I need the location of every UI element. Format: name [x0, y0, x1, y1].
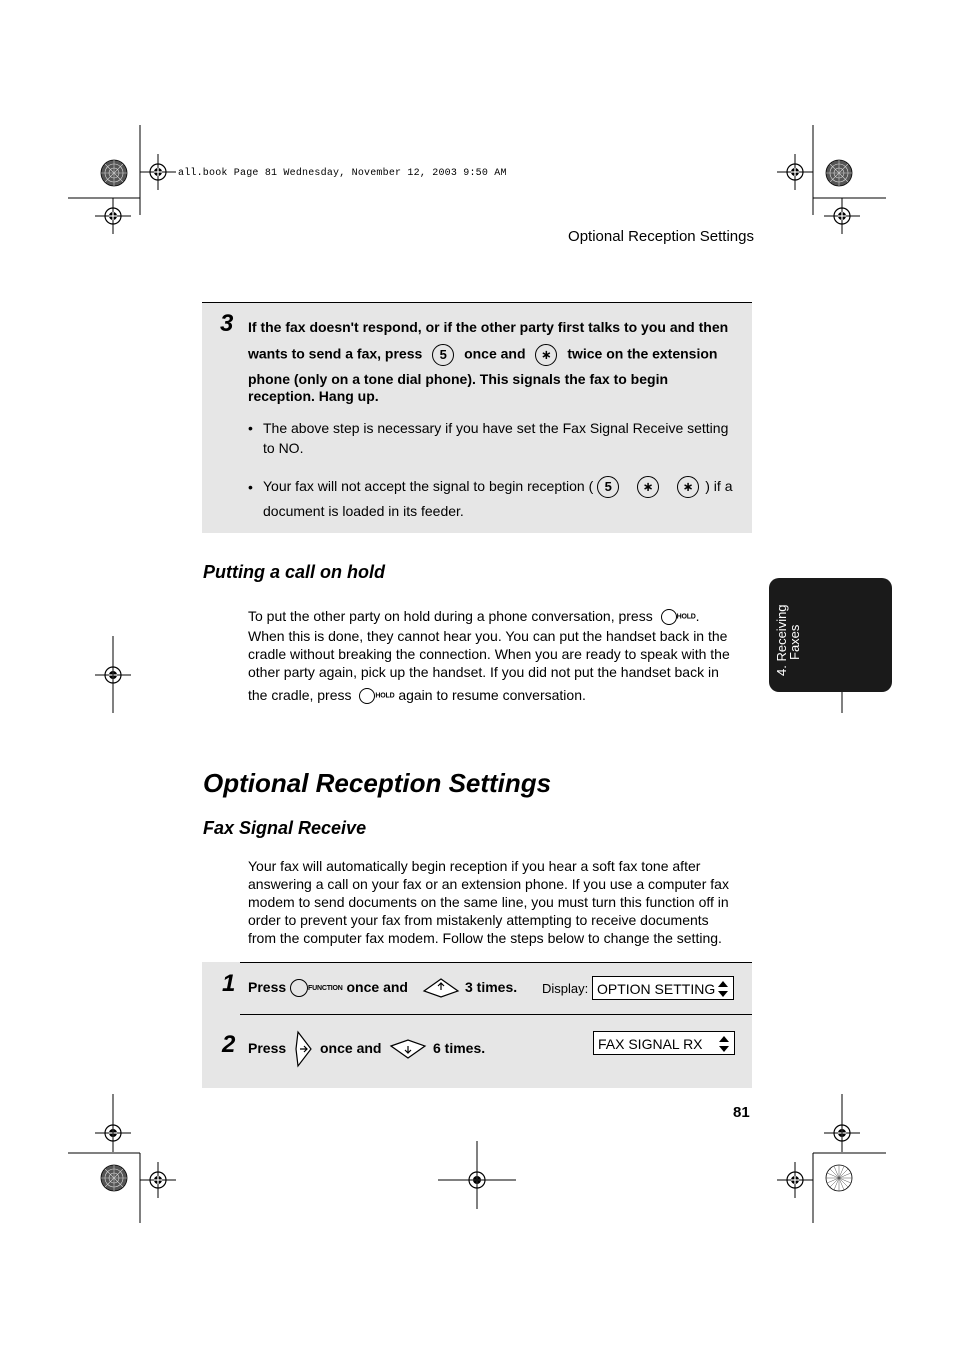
- step-2-times: 6 times.: [433, 1040, 486, 1056]
- lcd-display-text: FAX SIGNAL RX: [598, 1036, 703, 1052]
- display-label: Display:: [542, 981, 589, 996]
- step-1-text: Press: [248, 979, 287, 995]
- hold-text: .: [695, 608, 700, 624]
- chapter-tab-line-1: 4. Receiving: [774, 604, 789, 676]
- lcd-display: [592, 976, 734, 1000]
- hold-text: To put the other party on hold during a phone conversation, press: [248, 608, 653, 624]
- step-3-text: once and: [464, 345, 526, 362]
- hold-para-line-5: [248, 686, 586, 705]
- step-3-line-1: If the fax doesn't respond, or if the other party first talks to you and then: [248, 319, 729, 335]
- bullet-dot: •: [248, 479, 253, 495]
- fax-signal-para: [248, 857, 729, 947]
- hold-text: the cradle, press: [248, 687, 352, 703]
- chapter-tab-label: [775, 604, 801, 676]
- step-3-text: wants to send a fax, press: [248, 345, 423, 362]
- star-key-icon: ∗: [535, 344, 557, 366]
- step-3-line-2: [248, 344, 717, 366]
- section-heading-fax-signal: Fax Signal Receive: [203, 818, 367, 838]
- para-line: modem to send documents on the same line, you must turn this function off in: [248, 894, 729, 910]
- bullet-2: [263, 476, 732, 498]
- step-3-line-4: reception. Hang up.: [248, 388, 379, 404]
- bullet-2-text: Your fax will not accept the signal to begin reception (: [263, 478, 594, 494]
- hold-para-line-4: other party again, pick up the handset. If you did not put the handset back in: [248, 664, 719, 680]
- key-5-icon: 5: [432, 344, 454, 366]
- hold-button-icon: [359, 688, 375, 704]
- hold-para-line-1: [248, 607, 700, 626]
- hold-button-icon: [661, 609, 677, 625]
- step-2-press: Press: [248, 1040, 287, 1056]
- star-key-icon: ∗: [677, 476, 699, 498]
- step-2-once-and: once and: [320, 1040, 382, 1056]
- bullet-1: The above step is necessary if you have set the Fax Signal Receive setting to NO.: [263, 420, 729, 456]
- function-button-icon: [290, 979, 308, 997]
- para-line: from the computer fax modem. Follow the steps below to change the setting.: [248, 930, 722, 946]
- para-line: Your fax will automatically begin reception if you hear a soft fax tone after: [248, 858, 701, 874]
- para-line: order to prevent your fax from mistakenly attempting to receive documents: [248, 912, 709, 928]
- step-number: 3: [220, 310, 234, 337]
- chapter-tab-line-2: Faxes: [787, 624, 802, 660]
- para-line: answering a call on your fax or an extension phone. If you use a computer fax: [248, 876, 729, 892]
- lcd-display: [593, 1031, 735, 1055]
- step-number: 2: [222, 1031, 236, 1058]
- step-1-times: 3 times.: [465, 979, 518, 995]
- hold-key-label: HOLD: [375, 692, 395, 700]
- hold-para-line-2: When this is done, they cannot hear you. You can put the handset back in the: [248, 628, 728, 644]
- page-number: 81: [733, 1104, 750, 1121]
- function-key-label: FUNCTION: [308, 984, 343, 992]
- right-arrow-key-icon: [294, 1030, 314, 1068]
- step-3-line-3: phone (only on a tone dial phone). This signals the fax to begin: [248, 371, 669, 387]
- bullet-2-line-2: document is loaded in its feeder.: [263, 503, 464, 519]
- step-1-text: once and: [346, 979, 408, 995]
- bullet-dot: •: [248, 420, 253, 436]
- scroll-arrows-icon: [717, 980, 729, 998]
- running-head: Optional Reception Settings: [568, 228, 754, 245]
- key-5-icon: 5: [597, 476, 619, 498]
- bullet-2-text: ) if a: [705, 478, 733, 494]
- scroll-arrows-icon: [718, 1035, 730, 1053]
- up-arrow-key-icon: [422, 977, 460, 999]
- hold-text: again to resume conversation.: [398, 687, 586, 703]
- step-number: 1: [222, 970, 236, 997]
- page-title: Optional Reception Settings: [203, 768, 552, 798]
- print-slug: all.book Page 81 Wednesday, November 12, 2003 9:50 AM: [178, 168, 507, 179]
- star-key-icon: ∗: [637, 476, 659, 498]
- section-heading-hold: Putting a call on hold: [203, 562, 385, 582]
- hold-para-line-3: cradle without breaking the connection. When you are ready to speak with the: [248, 646, 730, 662]
- hold-key-label: HOLD: [676, 613, 696, 621]
- divider: [240, 962, 752, 963]
- divider: [240, 1014, 752, 1015]
- lcd-display-text: OPTION SETTING: [597, 981, 716, 997]
- step-1-line: [248, 979, 408, 997]
- down-arrow-key-icon: [389, 1038, 427, 1060]
- step-3-text: twice on the extension: [567, 345, 718, 362]
